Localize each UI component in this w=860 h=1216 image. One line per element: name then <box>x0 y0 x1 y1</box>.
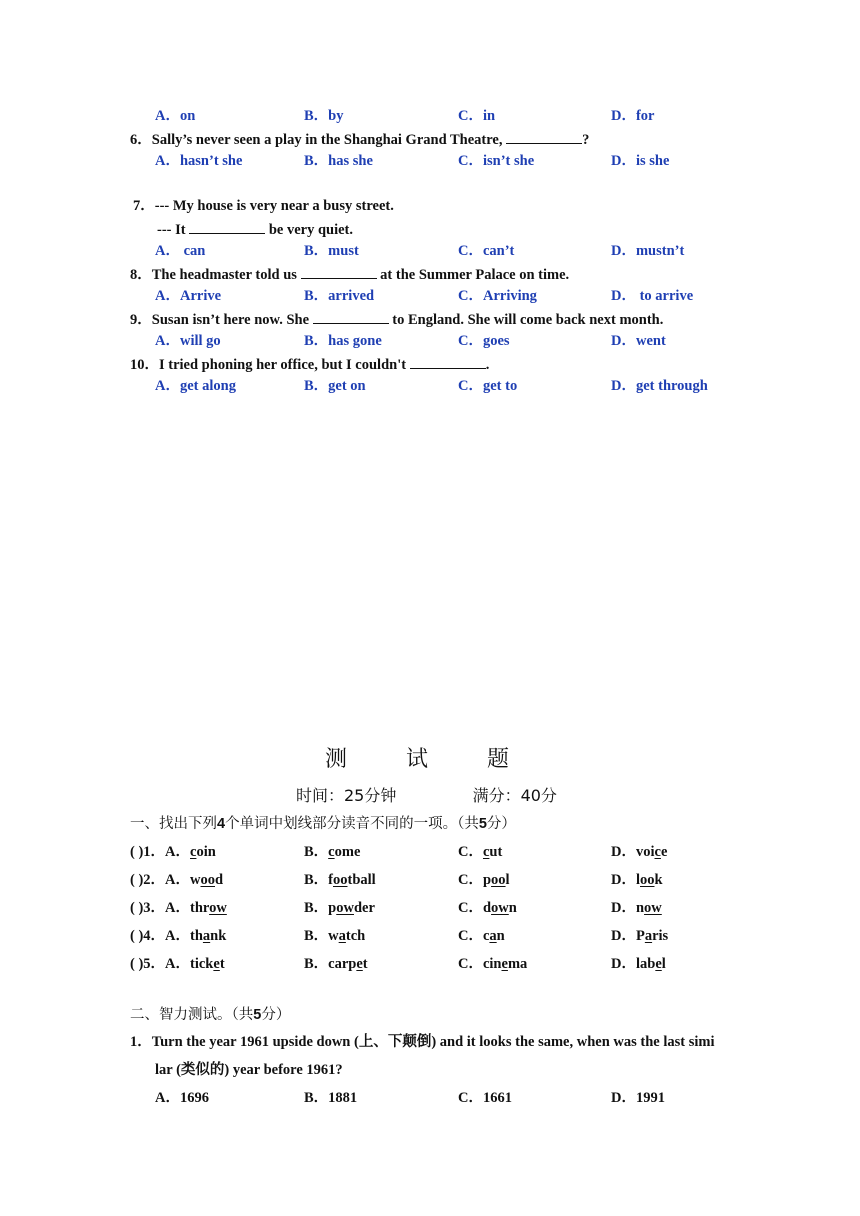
underlined-letters: oo <box>491 872 506 888</box>
q10-option-c: C．get to <box>458 378 518 394</box>
q10-option-a: A．get along <box>155 378 236 394</box>
word-part: n <box>496 928 505 944</box>
q7-option-c: C．can’t <box>458 243 515 259</box>
word-part: ma <box>507 956 528 972</box>
q6-stem-end: ? <box>582 132 590 148</box>
phonics-number: ( )2．A． <box>130 872 191 888</box>
word-part: th <box>190 928 203 944</box>
section1-num: 4 <box>217 816 226 832</box>
q6-option-b: B．has she <box>304 153 373 169</box>
q7-line1 <box>0 195 860 217</box>
q6-stem <box>0 128 860 150</box>
underlined-letters: a <box>489 928 497 944</box>
phonics-item-b <box>304 925 365 947</box>
word-part: C．p <box>458 872 492 888</box>
q10-stem-text: 10．I tried phoning her office, but I couldn't <box>130 357 407 373</box>
word-part: thr <box>190 900 210 916</box>
test-time: 时间：25分钟 <box>296 786 397 805</box>
iq1-option-a: A．1696 <box>155 1090 209 1106</box>
word-part: oin <box>196 844 216 860</box>
iq1-option-b: B．1881 <box>304 1090 358 1106</box>
section1-mid: 个单词中划线部分读音不同的一项。（共 <box>225 816 479 832</box>
q5-options <box>0 105 860 127</box>
iq1-line2 <box>0 1059 860 1081</box>
section2-prefix: 二、智力测试。（共 <box>130 1007 254 1023</box>
q6-option-a: A．hasn’t she <box>155 153 243 169</box>
q8-stem <box>0 263 860 285</box>
q9-stem-text: 9．Susan isn’t here now. She <box>130 312 310 328</box>
q6-option-c: C．isn’t she <box>458 153 535 169</box>
underlined-letters: e <box>356 956 363 972</box>
word-part: n <box>508 900 517 916</box>
q7-option-a: A． can <box>155 243 206 259</box>
word-part: D．n <box>611 900 645 916</box>
word-part: B．w <box>304 928 339 944</box>
q5-option-a: A．on <box>155 108 196 124</box>
underlined-letters: c <box>328 844 335 860</box>
section2-pts: 5 <box>253 1007 262 1023</box>
q8-stem-end: at the Summer Palace on time. <box>380 267 570 283</box>
section1-suffix: 分） <box>486 816 516 832</box>
q6-options <box>0 150 860 172</box>
word-part: w <box>190 872 201 888</box>
phonics-item-c <box>458 925 505 947</box>
iq1-option-c: C．1661 <box>458 1090 512 1106</box>
phonics-number: ( )1．A． <box>130 844 191 860</box>
q7-options <box>0 240 860 262</box>
word-part: t <box>219 956 225 972</box>
word-part: der <box>353 900 375 916</box>
phonics-row <box>0 897 860 919</box>
q8-blank <box>301 263 377 279</box>
phonics-item-c <box>458 841 502 863</box>
word-part: C．cin <box>458 956 502 972</box>
phonics-item-a <box>130 841 216 863</box>
phonics-item-b <box>304 897 375 919</box>
q8-option-a: A．Arrive <box>155 288 222 304</box>
test-meta <box>296 783 557 806</box>
word-part: d <box>215 872 224 888</box>
q9-options <box>0 330 860 352</box>
phonics-item-a <box>130 869 223 891</box>
word-part: tch <box>345 928 366 944</box>
q8-option-c: C．Arriving <box>458 288 537 304</box>
q5-option-d: D．for <box>611 108 655 124</box>
underlined-letters: ow <box>644 900 662 916</box>
word-part: C． <box>458 844 483 860</box>
phonics-row <box>0 841 860 863</box>
phonics-item-a <box>130 925 226 947</box>
test-score: 满分：40分 <box>472 786 557 805</box>
word-part: B． <box>304 844 329 860</box>
word-part: tball <box>347 872 376 888</box>
underlined-letters: a <box>338 928 346 944</box>
iq1-line1 <box>0 1031 860 1053</box>
q7-line2 <box>0 218 860 240</box>
word-part: C．c <box>458 928 490 944</box>
underlined-letters: oo <box>333 872 348 888</box>
phonics-number: ( )3．A． <box>130 900 191 916</box>
word-part: e <box>660 844 668 860</box>
phonics-item-b <box>304 869 376 891</box>
phonics-item-b <box>304 953 368 975</box>
section1-prefix: 一、找出下列 <box>130 816 217 832</box>
word-part: D．l <box>611 872 640 888</box>
phonics-row <box>0 925 860 947</box>
phonics-item-d <box>611 869 663 891</box>
word-part: ome <box>334 844 361 860</box>
phonics-number: ( )5．A． <box>130 956 191 972</box>
q9-stem <box>0 308 860 330</box>
phonics-item-a <box>130 897 227 919</box>
phonics-item-c <box>458 869 510 891</box>
underlined-letters: ow <box>336 900 354 916</box>
q7-option-b: B．must <box>304 243 359 259</box>
q7-reply-start: --- It <box>157 222 186 238</box>
q7-blank <box>189 218 265 234</box>
iq1-options <box>0 1087 860 1109</box>
word-part: D．voi <box>611 844 655 860</box>
q9-blank <box>313 308 389 324</box>
q7-stem-text: 7．--- My house is very near a busy street. <box>133 198 394 214</box>
q5-option-c: C．in <box>458 108 496 124</box>
word-part: D．lab <box>611 956 656 972</box>
underlined-letters: oo <box>640 872 655 888</box>
q7-reply-end: be very quiet. <box>268 222 354 238</box>
q10-option-d: D．get through <box>611 378 708 394</box>
q10-options <box>0 375 860 397</box>
q9-option-a: A．will go <box>155 333 221 349</box>
q7-option-d: D．mustn’t <box>611 243 685 259</box>
q6-option-d: D．is she <box>611 153 670 169</box>
underlined-letters: c <box>654 844 661 860</box>
word-part: ris <box>652 928 669 944</box>
q10-stem <box>0 353 860 375</box>
section1-pts: 5 <box>478 816 487 832</box>
phonics-item-c <box>458 897 517 919</box>
phonics-item-d <box>611 953 666 975</box>
phonics-item-d <box>611 897 662 919</box>
q10-blank <box>410 353 486 369</box>
q9-stem-end: to England. She will come back next month. <box>392 312 664 328</box>
word-part: t <box>362 956 368 972</box>
q10-stem-end: . <box>485 357 490 373</box>
section2-heading <box>130 1003 290 1024</box>
underlined-letters: e <box>655 956 662 972</box>
underlined-letters: c <box>190 844 197 860</box>
phonics-row <box>0 953 860 975</box>
section1-heading <box>130 812 516 833</box>
word-part: B．p <box>304 900 337 916</box>
word-part: l <box>661 956 666 972</box>
q10-option-b: B．get on <box>304 378 366 394</box>
word-part: B．f <box>304 872 333 888</box>
underlined-letters: oo <box>200 872 215 888</box>
iq1-option-d: D．1991 <box>611 1090 665 1106</box>
section2-suffix: 分） <box>261 1007 291 1023</box>
word-part: k <box>654 872 663 888</box>
phonics-row <box>0 869 860 891</box>
phonics-item-c <box>458 953 527 975</box>
word-part: C．d <box>458 900 492 916</box>
iq1-stem-cont: lar (类似的) year before 1961? <box>155 1062 343 1078</box>
underlined-letters: ow <box>209 900 227 916</box>
q9-option-c: C．goes <box>458 333 510 349</box>
q8-stem-text: 8．The headmaster told us <box>130 267 297 283</box>
test-title: 测 试 题 <box>325 747 535 772</box>
underlined-letters: ow <box>491 900 509 916</box>
underlined-letters: e <box>501 956 508 972</box>
phonics-item-d <box>611 841 667 863</box>
word-part: B．carp <box>304 956 357 972</box>
phonics-item-a <box>130 953 225 975</box>
q6-blank <box>506 128 582 144</box>
q9-option-b: B．has gone <box>304 333 382 349</box>
word-part: l <box>505 872 510 888</box>
q5-option-b: B．by <box>304 108 344 124</box>
underlined-letters: c <box>482 844 490 860</box>
q8-options <box>0 285 860 307</box>
underlined-letters: a <box>644 928 653 944</box>
word-part: D．P <box>611 928 645 944</box>
phonics-number: ( )4．A． <box>130 928 191 944</box>
q8-option-d: D． to arrive <box>611 288 694 304</box>
word-part: nk <box>210 928 227 944</box>
phonics-item-d <box>611 925 668 947</box>
word-part: ut <box>489 844 503 860</box>
phonics-item-b <box>304 841 360 863</box>
q6-stem-text: 6．Sally’s never seen a play in the Shanghai Grand Theatre, <box>130 132 503 148</box>
underlined-letters: e <box>213 956 220 972</box>
underlined-letters: a <box>202 928 211 944</box>
q9-option-d: D．went <box>611 333 666 349</box>
iq1-stem-text: 1．Turn the year 1961 upside down (上、下颠倒) and it looks the same, when was the last simi <box>130 1034 715 1050</box>
word-part: tick <box>190 956 214 972</box>
q8-option-b: B．arrived <box>304 288 375 304</box>
